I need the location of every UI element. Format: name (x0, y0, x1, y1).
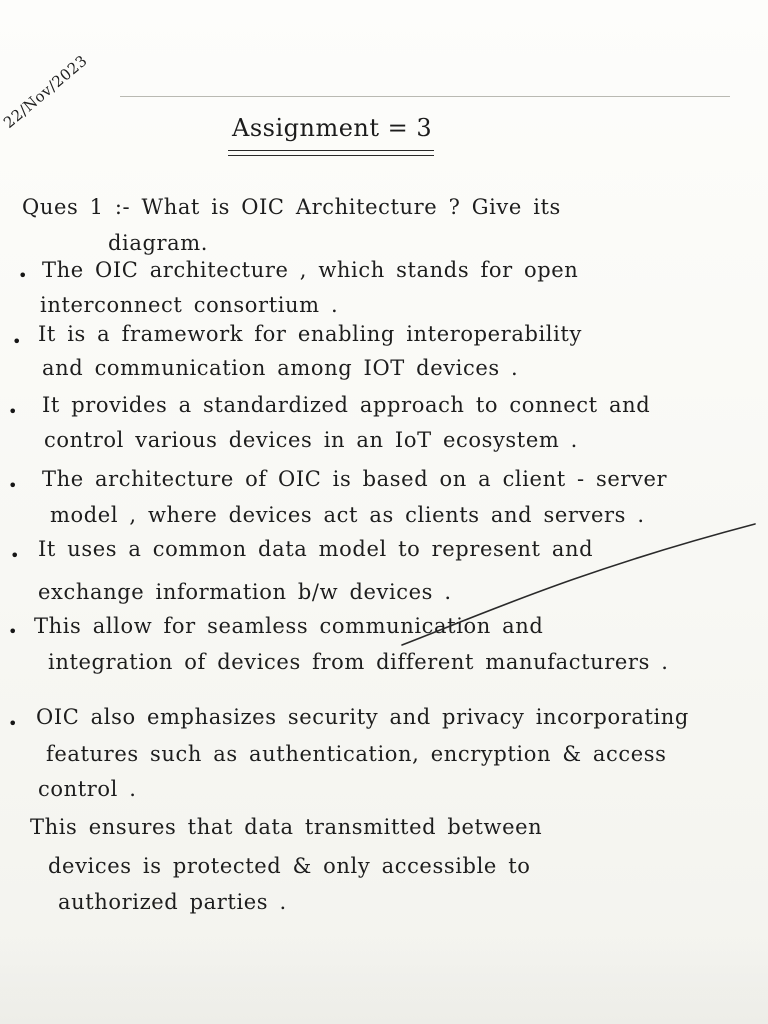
bullet-7-line-3: control . (38, 777, 137, 801)
bullet-marker: • (8, 714, 18, 733)
bullet-1-line-1: The OIC architecture , which stands for open (42, 258, 579, 282)
closing-line-1: This ensures that data transmitted between (30, 815, 543, 839)
bullet-2-line-2: and communication among IOT devices . (42, 356, 519, 380)
bullet-4-line-2: model , where devices act as clients and servers . (50, 503, 645, 527)
bullet-5-line-2: exchange information b/w devices . (38, 580, 452, 604)
title-underline (228, 150, 434, 156)
bullet-6-line-1: This allow for seamless communication and (34, 614, 544, 638)
bullet-marker: • (8, 622, 18, 641)
page-bottom-shading (0, 934, 768, 1024)
date-note: 22/Nov/2023 (0, 51, 91, 132)
bullet-7-line-2: features such as authentication, encryption & access (46, 742, 667, 766)
closing-line-2: devices is protected & only accessible to (48, 854, 531, 878)
bullet-3-line-2: control various devices in an IoT ecosystem . (44, 428, 578, 452)
bullet-2-line-1: It is a framework for enabling interoperability (38, 322, 582, 346)
bullet-marker: • (8, 402, 18, 421)
assignment-title: Assignment = 3 (232, 114, 433, 142)
bullet-marker: • (12, 332, 22, 351)
bullet-1-line-2: interconnect consortium . (40, 293, 339, 317)
bullet-3-line-1: It provides a standardized approach to connect and (42, 393, 651, 417)
bullet-marker: • (8, 476, 18, 495)
bullet-5-line-1: It uses a common data model to represent and (38, 537, 594, 561)
bullet-marker: • (10, 546, 20, 565)
page-top-rule (120, 96, 730, 97)
closing-line-3: authorized parties . (58, 890, 287, 914)
question-line-2: diagram. (108, 231, 209, 255)
bullet-6-line-2: integration of devices from different manufacturers . (48, 650, 669, 674)
bullet-7-line-1: OIC also emphasizes security and privacy incorporating (36, 705, 689, 729)
bullet-4-line-1: The architecture of OIC is based on a client - server (42, 467, 668, 491)
question-line-1: Ques 1 :- What is OIC Architecture ? Give its (22, 195, 561, 219)
bullet-marker: • (18, 266, 28, 285)
